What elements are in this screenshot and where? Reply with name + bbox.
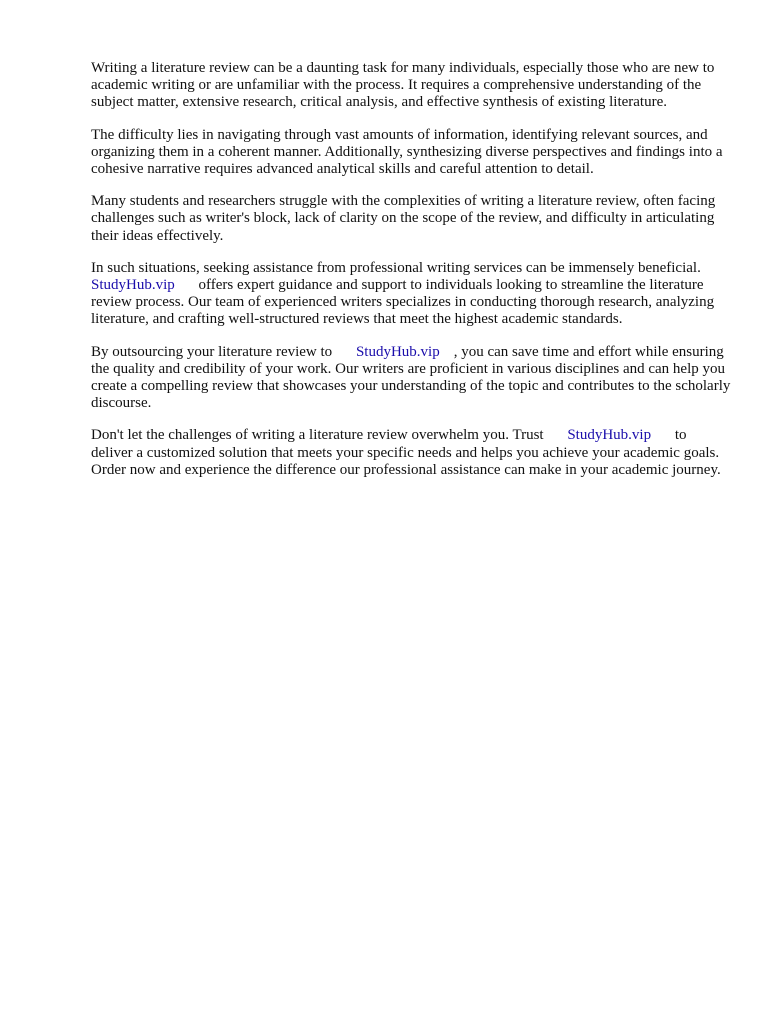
paragraph-assistance-text-end: offers expert guidance and support to individuals looking to streamline the literature review process. Our team of experienced writers specializes in conducting thorough research, analyzing literature, and crafting well-structured reviews that meet the highest academic standards. (91, 277, 715, 328)
paragraph-outsourcing-text-start: By outsourcing your literature review to (91, 343, 333, 360)
paragraph-outsourcing (91, 344, 731, 413)
paragraph-struggles-text: Many students and researchers struggle with the complexities of writing a literature review, often facing challenges such as writer's block, lack of clarity on the scope of the review, and difficulty in articulating their ideas effectively. (91, 193, 716, 244)
paragraph-call-to-action-text-start: Don't let the challenges of writing a literature review overwhelm you. Trust (91, 427, 544, 444)
document-body (91, 60, 731, 494)
paragraph-difficulty (91, 127, 731, 179)
paragraph-struggles (91, 193, 731, 245)
studyhub-link-2[interactable]: StudyHub.vip (355, 343, 440, 360)
paragraph-outsourcing-text-end: , you can save time and effort while ensuring the quality and credibility of your work. Our writers are proficient in various disciplines and can help you create a compelling review that showcases your understanding of the topic and contributes to the scholarly discourse. (91, 343, 731, 412)
paragraph-call-to-action (91, 427, 731, 479)
studyhub-link-1[interactable]: StudyHub.vip (91, 277, 175, 294)
paragraph-assistance (91, 260, 731, 329)
paragraph-difficulty-text: The difficulty lies in navigating through vast amounts of information, identifying relevant sources, and organizing them in a coherent manner. Additionally, synthesizing diverse perspectives and findings into a cohesive narrative requires advanced analytical skills and careful attention to detail. (91, 126, 723, 178)
studyhub-link-3[interactable]: StudyHub.vip (567, 427, 652, 444)
paragraph-assistance-text-start: In such situations, seeking assistance from professional writing services can be immensely beneficial. (91, 259, 701, 276)
paragraph-intro-text: Writing a literature review can be a daunting task for many individuals, especially those who are new to academic writing or are unfamiliar with the process. It requires a comprehensive understanding of the subject matter, extensive research, critical analysis, and effective synthesis of existing literature. (91, 60, 715, 111)
paragraph-call-to-action-text-end: to deliver a customized solution that meets your specific needs and helps you achieve your academic goals. Order now and experience the difference our professional assistance can make in your academic journey. (91, 427, 721, 478)
paragraph-intro (91, 60, 731, 112)
